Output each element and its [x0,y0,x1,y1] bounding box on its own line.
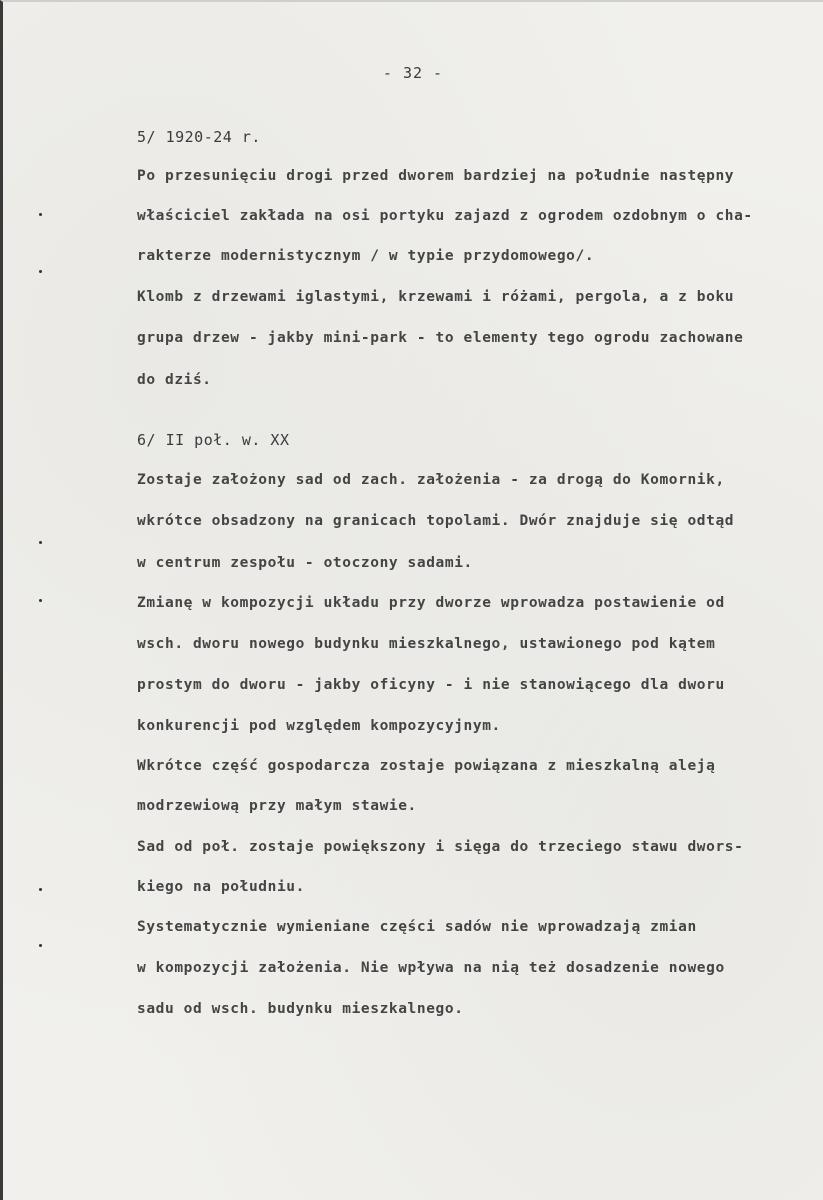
margin-speck [39,888,42,891]
text-line: do dziś. [137,372,212,388]
section-heading-5: 5/ 1920-24 r. [137,128,261,146]
text-line: Wkrótce część gospodarcza zostaje powiązana z mieszkalną aleją [137,758,716,774]
text-line: w kompozycji założenia. Nie wpływa na nią też dosadzenie nowego [137,960,725,976]
text-line: sadu od wsch. budynku mieszkalnego. [137,1001,464,1017]
text-line: rakterze modernistycznym / w typie przydomowego/. [137,248,595,264]
margin-speck [39,599,42,602]
text-line: grupa drzew - jakby mini-park - to elementy tego ogrodu zachowane [137,330,744,346]
text-line: Po przesunięciu drogi przed dworem bardziej na południe następny [137,168,735,184]
text-line: Sad od poł. zostaje powiększony i sięga do trzeciego stawu dwors- [137,839,744,855]
margin-speck [39,541,42,544]
text-line: prostym do dworu - jakby oficyny - i nie stanowiącego dla dworu [137,677,725,693]
section-heading-6: 6/ II poł. w. XX [137,431,290,449]
text-line: Systematycznie wymieniane części sadów nie wprowadzają zmian [137,919,697,935]
margin-speck [39,213,42,216]
margin-speck [39,944,42,947]
text-line: konkurencji pod względem kompozycyjnym. [137,718,501,734]
text-line: właściciel zakłada na osi portyku zajazd z ogrodem ozdobnym o cha- [137,208,753,224]
page-number: - 32 - [382,64,444,82]
text-line: modrzewiową przy małym stawie. [137,798,417,814]
text-line: Zostaje założony sad od zach. założenia - za drogą do Komornik, [137,472,725,488]
margin-speck [39,270,42,273]
text-line: wsch. dworu nowego budynku mieszkalnego, ustawionego pod kątem [137,636,716,652]
text-line: wkrótce obsadzony na granicach topolami. Dwór znajduje się odtąd [137,513,735,529]
text-line: w centrum zespołu - otoczony sadami. [137,555,473,571]
text-line: kiego na południu. [137,879,305,895]
text-line: Klomb z drzewami iglastymi, krzewami i różami, pergola, a z boku [137,289,735,305]
text-line: Zmianę w kompozycji układu przy dworze wprowadza postawienie od [137,595,725,611]
